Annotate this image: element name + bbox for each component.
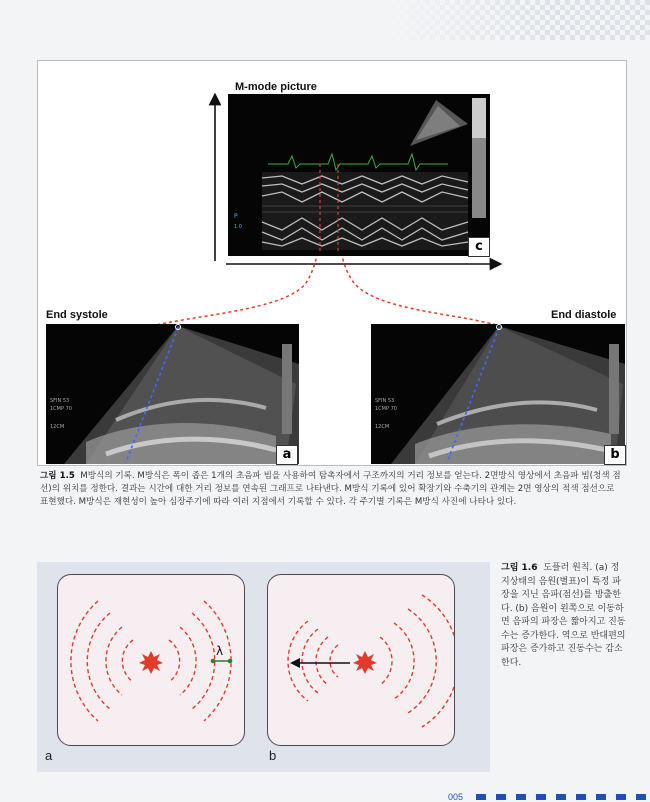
svg-text:1CMP 70: 1CMP 70 xyxy=(50,406,72,412)
svg-text:12CM: 12CM xyxy=(50,424,65,430)
end-diastole-image xyxy=(371,324,625,464)
doppler-stationary-graphic xyxy=(58,575,244,745)
svg-text:P: P xyxy=(234,213,238,220)
footer-square xyxy=(596,794,606,800)
doppler-moving-graphic xyxy=(268,575,454,745)
caption-figure-1-6 xyxy=(501,562,627,670)
caption-label: 그림 1.6 xyxy=(501,563,538,573)
panel-b-label: b xyxy=(269,748,277,763)
moving-source-star-icon xyxy=(353,651,377,674)
panel-letter-a: a xyxy=(276,445,298,465)
doppler-panel-b xyxy=(267,574,455,746)
movement-arrow-icon xyxy=(290,658,300,668)
sound-source-star-icon xyxy=(139,651,163,674)
svg-text:SFIN 53: SFIN 53 xyxy=(50,398,70,404)
panel-a-label: a xyxy=(45,748,53,763)
end-systole-image xyxy=(46,324,299,464)
mmode-title: M-mode picture xyxy=(235,81,317,93)
label-end-diastole: End diastole xyxy=(551,309,617,321)
mmode-image xyxy=(228,94,490,256)
figure-1-5 xyxy=(37,60,627,466)
mmode-trace-graphic xyxy=(228,94,490,256)
footer-square xyxy=(616,794,626,800)
svg-text:12CM: 12CM xyxy=(375,424,390,430)
footer-square xyxy=(636,794,646,800)
footer-square xyxy=(516,794,526,800)
header-checker-decoration xyxy=(390,0,650,40)
end-diastole-sector-graphic xyxy=(371,324,625,464)
footer-square xyxy=(556,794,566,800)
doppler-panel-a xyxy=(57,574,245,746)
caption-figure-1-5 xyxy=(40,470,625,509)
panel-letter-c: c xyxy=(468,237,490,257)
svg-text:1CMP 70: 1CMP 70 xyxy=(375,406,397,412)
label-end-systole: End systole xyxy=(46,309,108,321)
page-number: 005 xyxy=(448,792,464,802)
panel-letter-b: b xyxy=(604,445,626,465)
figure-1-6 xyxy=(37,562,490,772)
footer-square xyxy=(476,794,486,800)
footer-square xyxy=(576,794,586,800)
caption-label: 그림 1.5 xyxy=(40,471,75,481)
svg-text:1.0: 1.0 xyxy=(234,224,242,230)
footer-square xyxy=(536,794,546,800)
caption-text: M방식의 기록. M방식은 폭이 좁은 1개의 초음파 빔을 사용하여 탐촉자에서 구조까지의 거리 정보를 얻는다. 2면방식 영상에서 초음파 빔(청색 점선)의 위치를 정한다. 결과는 시간에 대한 거리 정보를 연속된 그래프로 나타낸다. M방식 기록에 있어 확장기와 수축기의 관계는 2면 영상의 적색 점선으로 표현했다. M방식은 재현성이 높아 심장주기에 따라 여러 지점에서 기록할 수 있다. 각 주기별 기록은 M방식 사진에 나타나 있다. xyxy=(40,471,621,507)
footer-square xyxy=(496,794,506,800)
end-systole-sector-graphic xyxy=(46,324,299,464)
caption-text: 도플러 원칙. (a) 정지상태의 음원(별표)이 특정 파장을 지닌 음파(점선)를 방출한다. (b) 음원이 왼쪽으로 이동하면 음파의 파장은 짧아지고 진동수는 증가한다. 역으로 반대편의 파장은 증가하고 진동수는 감소한다. xyxy=(501,563,626,668)
wavelength-lambda-label: λ xyxy=(216,644,224,658)
svg-text:SFIN 53: SFIN 53 xyxy=(375,398,395,404)
